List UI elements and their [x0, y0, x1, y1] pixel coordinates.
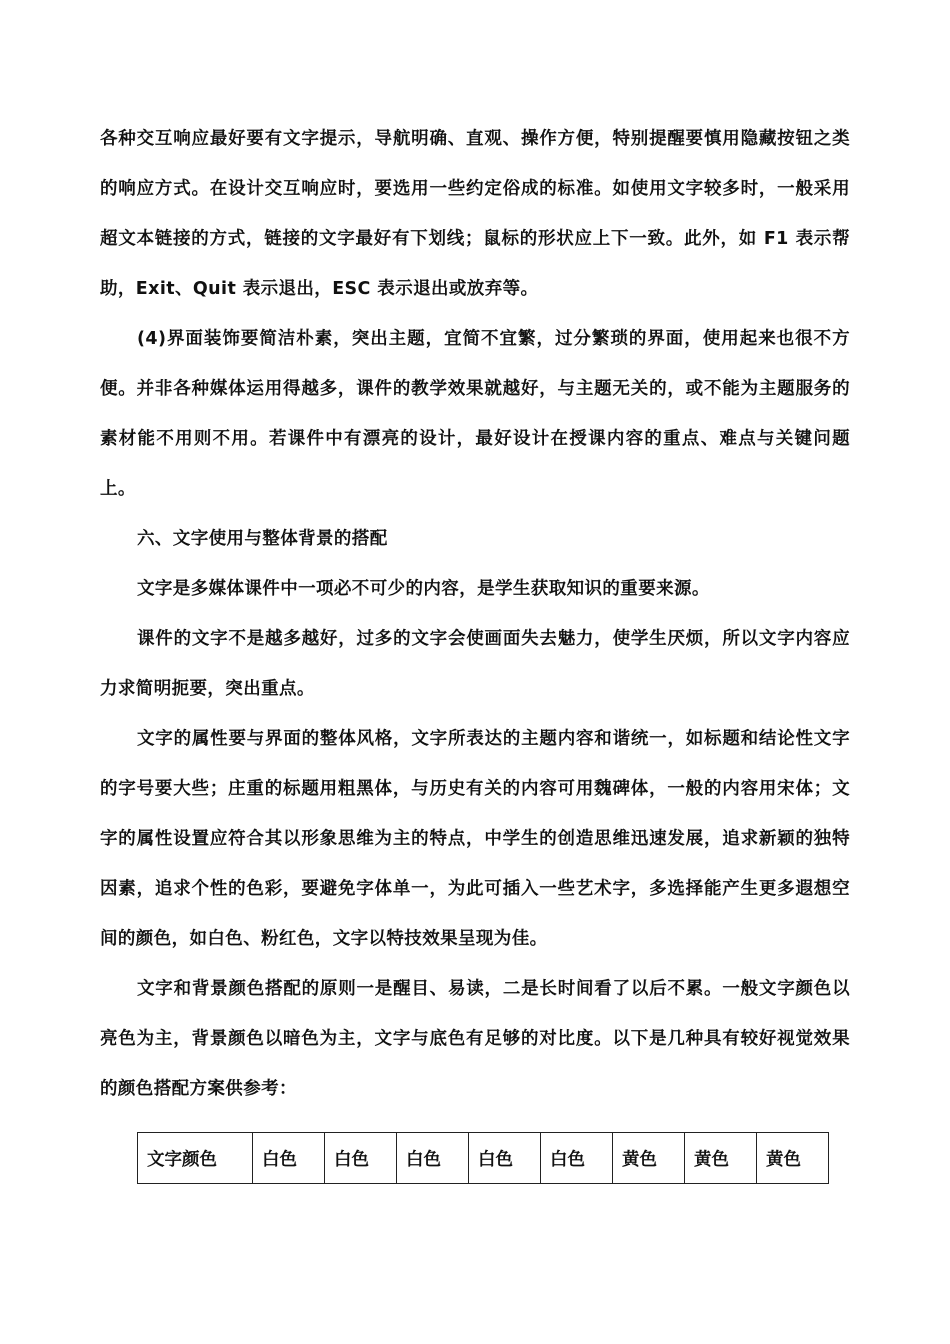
paragraph-text-amount: 课件的文字不是越多越好，过多的文字会使画面失去魅力，使学生厌烦，所以文字内容应力求简明扼要，突出重点。: [100, 629, 850, 699]
document-body: [100, 114, 850, 1114]
table-cell: 白色: [397, 1133, 469, 1184]
table-cell: 白色: [541, 1133, 613, 1184]
table-cell: 黄色: [757, 1133, 829, 1184]
paragraph-text-importance: 文字是多媒体课件中一项必不可少的内容，是学生获取知识的重要来源。: [137, 579, 710, 599]
table-cell: 黄色: [613, 1133, 685, 1184]
paragraph-interaction-response: 各种交互响应最好要有文字提示，导航明确、直观、操作方便，特别提醒要慎用隐藏按钮之类的响应方式。在设计交互响应时，要选用一些约定俗成的标准。如使用文字较多时，一般采用超文本链接的方式，链接的文字最好有下划线；鼠标的形状应上下一致。此外，如 F1 表示帮助，Exit、Quit 表示退出，ESC 表示退出或放弃等。: [100, 129, 850, 299]
table-cell: 白色: [325, 1133, 397, 1184]
paragraph-color-principles: 文字和背景颜色搭配的原则一是醒目、易读，二是长时间看了以后不累。一般文字颜色以亮色为主，背景颜色以暗色为主，文字与底色有足够的对比度。以下是几种具有较好视觉效果的颜色搭配方案供参考：: [100, 979, 850, 1099]
table-cell: 白色: [469, 1133, 541, 1184]
table-cell: 白色: [253, 1133, 325, 1184]
table-row: [138, 1133, 829, 1184]
table-cell: 黄色: [685, 1133, 757, 1184]
paragraph-interface-decoration: (4)界面装饰要简洁朴素，突出主题，宜简不宜繁，过分繁琐的界面，使用起来也很不方便。并非各种媒体运用得越多，课件的教学效果就越好，与主题无关的，或不能为主题服务的素材能不用则不用。若课件中有漂亮的设计，最好设计在授课内容的重点、难点与关键问题上。: [100, 329, 850, 499]
section-heading: 六、文字使用与整体背景的搭配: [137, 529, 388, 549]
table-header-cell: 文字颜色: [138, 1133, 253, 1184]
paragraph-text-attributes: 文字的属性要与界面的整体风格，文字所表达的主题内容和谐统一，如标题和结论性文字的字号要大些；庄重的标题用粗黑体，与历史有关的内容可用魏碑体，一般的内容用宋体；文字的属性设置应符合其以形象思维为主的特点，中学生的创造思维迅速发展，追求新颖的独特因素，追求个性的色彩，要避免字体单一，为此可插入一些艺术字，多选择能产生更多遐想空间的颜色，如白色、粉红色，文字以特技效果呈现为佳。: [100, 729, 850, 949]
color-scheme-table: [137, 1132, 829, 1184]
